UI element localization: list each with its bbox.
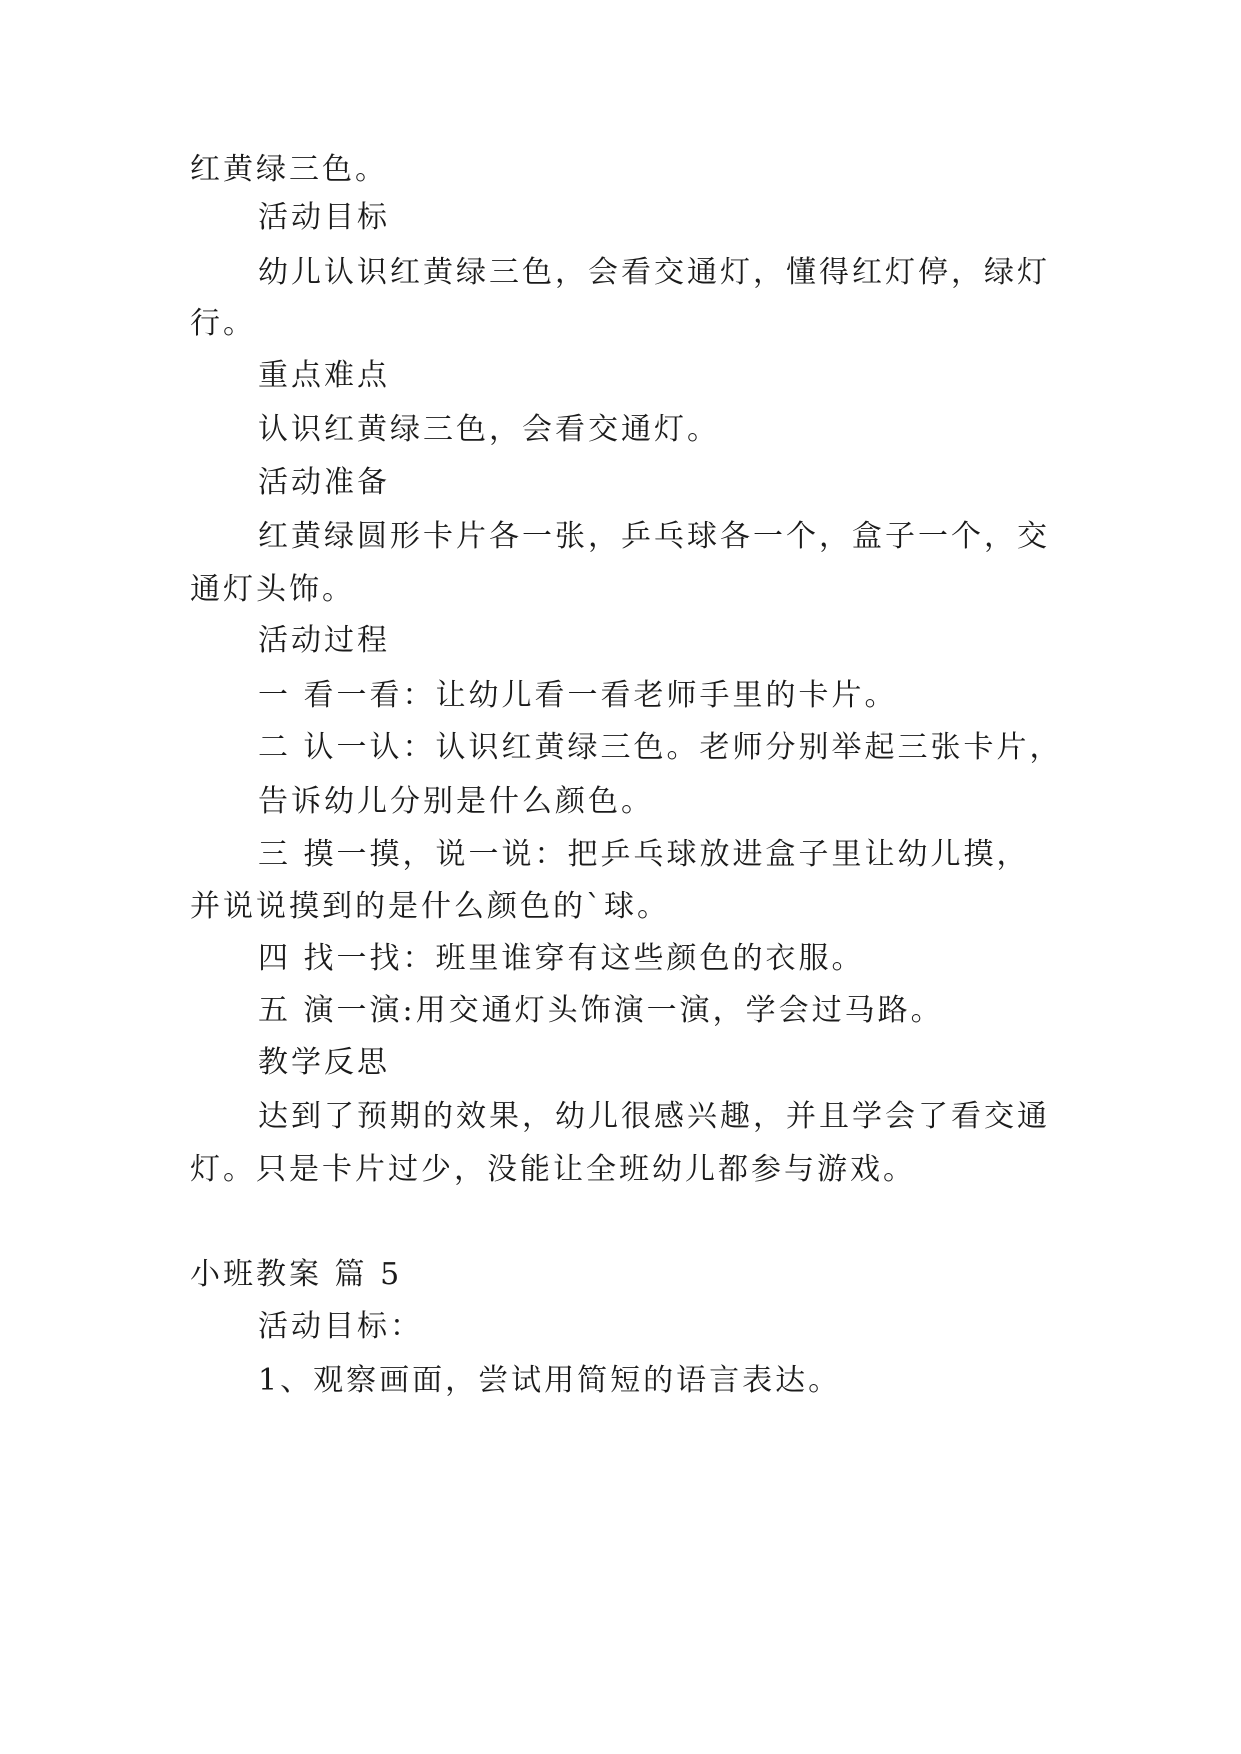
paragraph-line: 灯。只是卡片过少，没能让全班幼儿都参与游戏。 bbox=[190, 1152, 916, 1187]
paragraph-line: 达到了预期的效果，幼儿很感兴趣，并且学会了看交通 bbox=[258, 1099, 1050, 1134]
section-heading: 教学反思 bbox=[258, 1045, 390, 1080]
section-heading: 活动目标： bbox=[258, 1309, 423, 1344]
paragraph-line: 告诉幼儿分别是什么颜色。 bbox=[258, 784, 654, 819]
paragraph-line: 幼儿认识红黄绿三色，会看交通灯，懂得红灯停，绿灯 bbox=[258, 255, 1050, 290]
section-heading: 活动目标 bbox=[258, 200, 390, 235]
list-item: 一 看一看：让幼儿看一看老师手里的卡片。 bbox=[258, 678, 898, 713]
paragraph-line: 行。 bbox=[190, 306, 256, 341]
list-item: 四 找一找：班里谁穿有这些颜色的衣服。 bbox=[258, 941, 865, 976]
section-heading: 活动准备 bbox=[258, 465, 390, 500]
list-item: 二 认一认：认识红黄绿三色。老师分别举起三张卡片， bbox=[258, 730, 1063, 765]
paragraph-line: 认识红黄绿三色，会看交通灯。 bbox=[258, 412, 720, 447]
paragraph-line: 1、观察画面，尝试用简短的语言表达。 bbox=[258, 1363, 842, 1398]
section-heading: 重点难点 bbox=[258, 358, 390, 393]
list-item: 五 演一演:用交通灯头饰演一演，学会过马路。 bbox=[258, 993, 944, 1028]
paragraph-line: 通灯头饰。 bbox=[190, 572, 355, 607]
paragraph-line: 红黄绿三色。 bbox=[190, 152, 388, 187]
section-heading: 活动过程 bbox=[258, 623, 390, 658]
paragraph-line: 红黄绿圆形卡片各一张，乒乓球各一个，盒子一个，交 bbox=[258, 519, 1050, 554]
paragraph-line: 并说说摸到的是什么颜色的`球。 bbox=[190, 889, 670, 924]
list-item: 三 摸一摸，说一说：把乒乓球放进盒子里让幼儿摸， bbox=[258, 837, 1030, 872]
chapter-title: 小班教案 篇 5 bbox=[190, 1257, 403, 1292]
